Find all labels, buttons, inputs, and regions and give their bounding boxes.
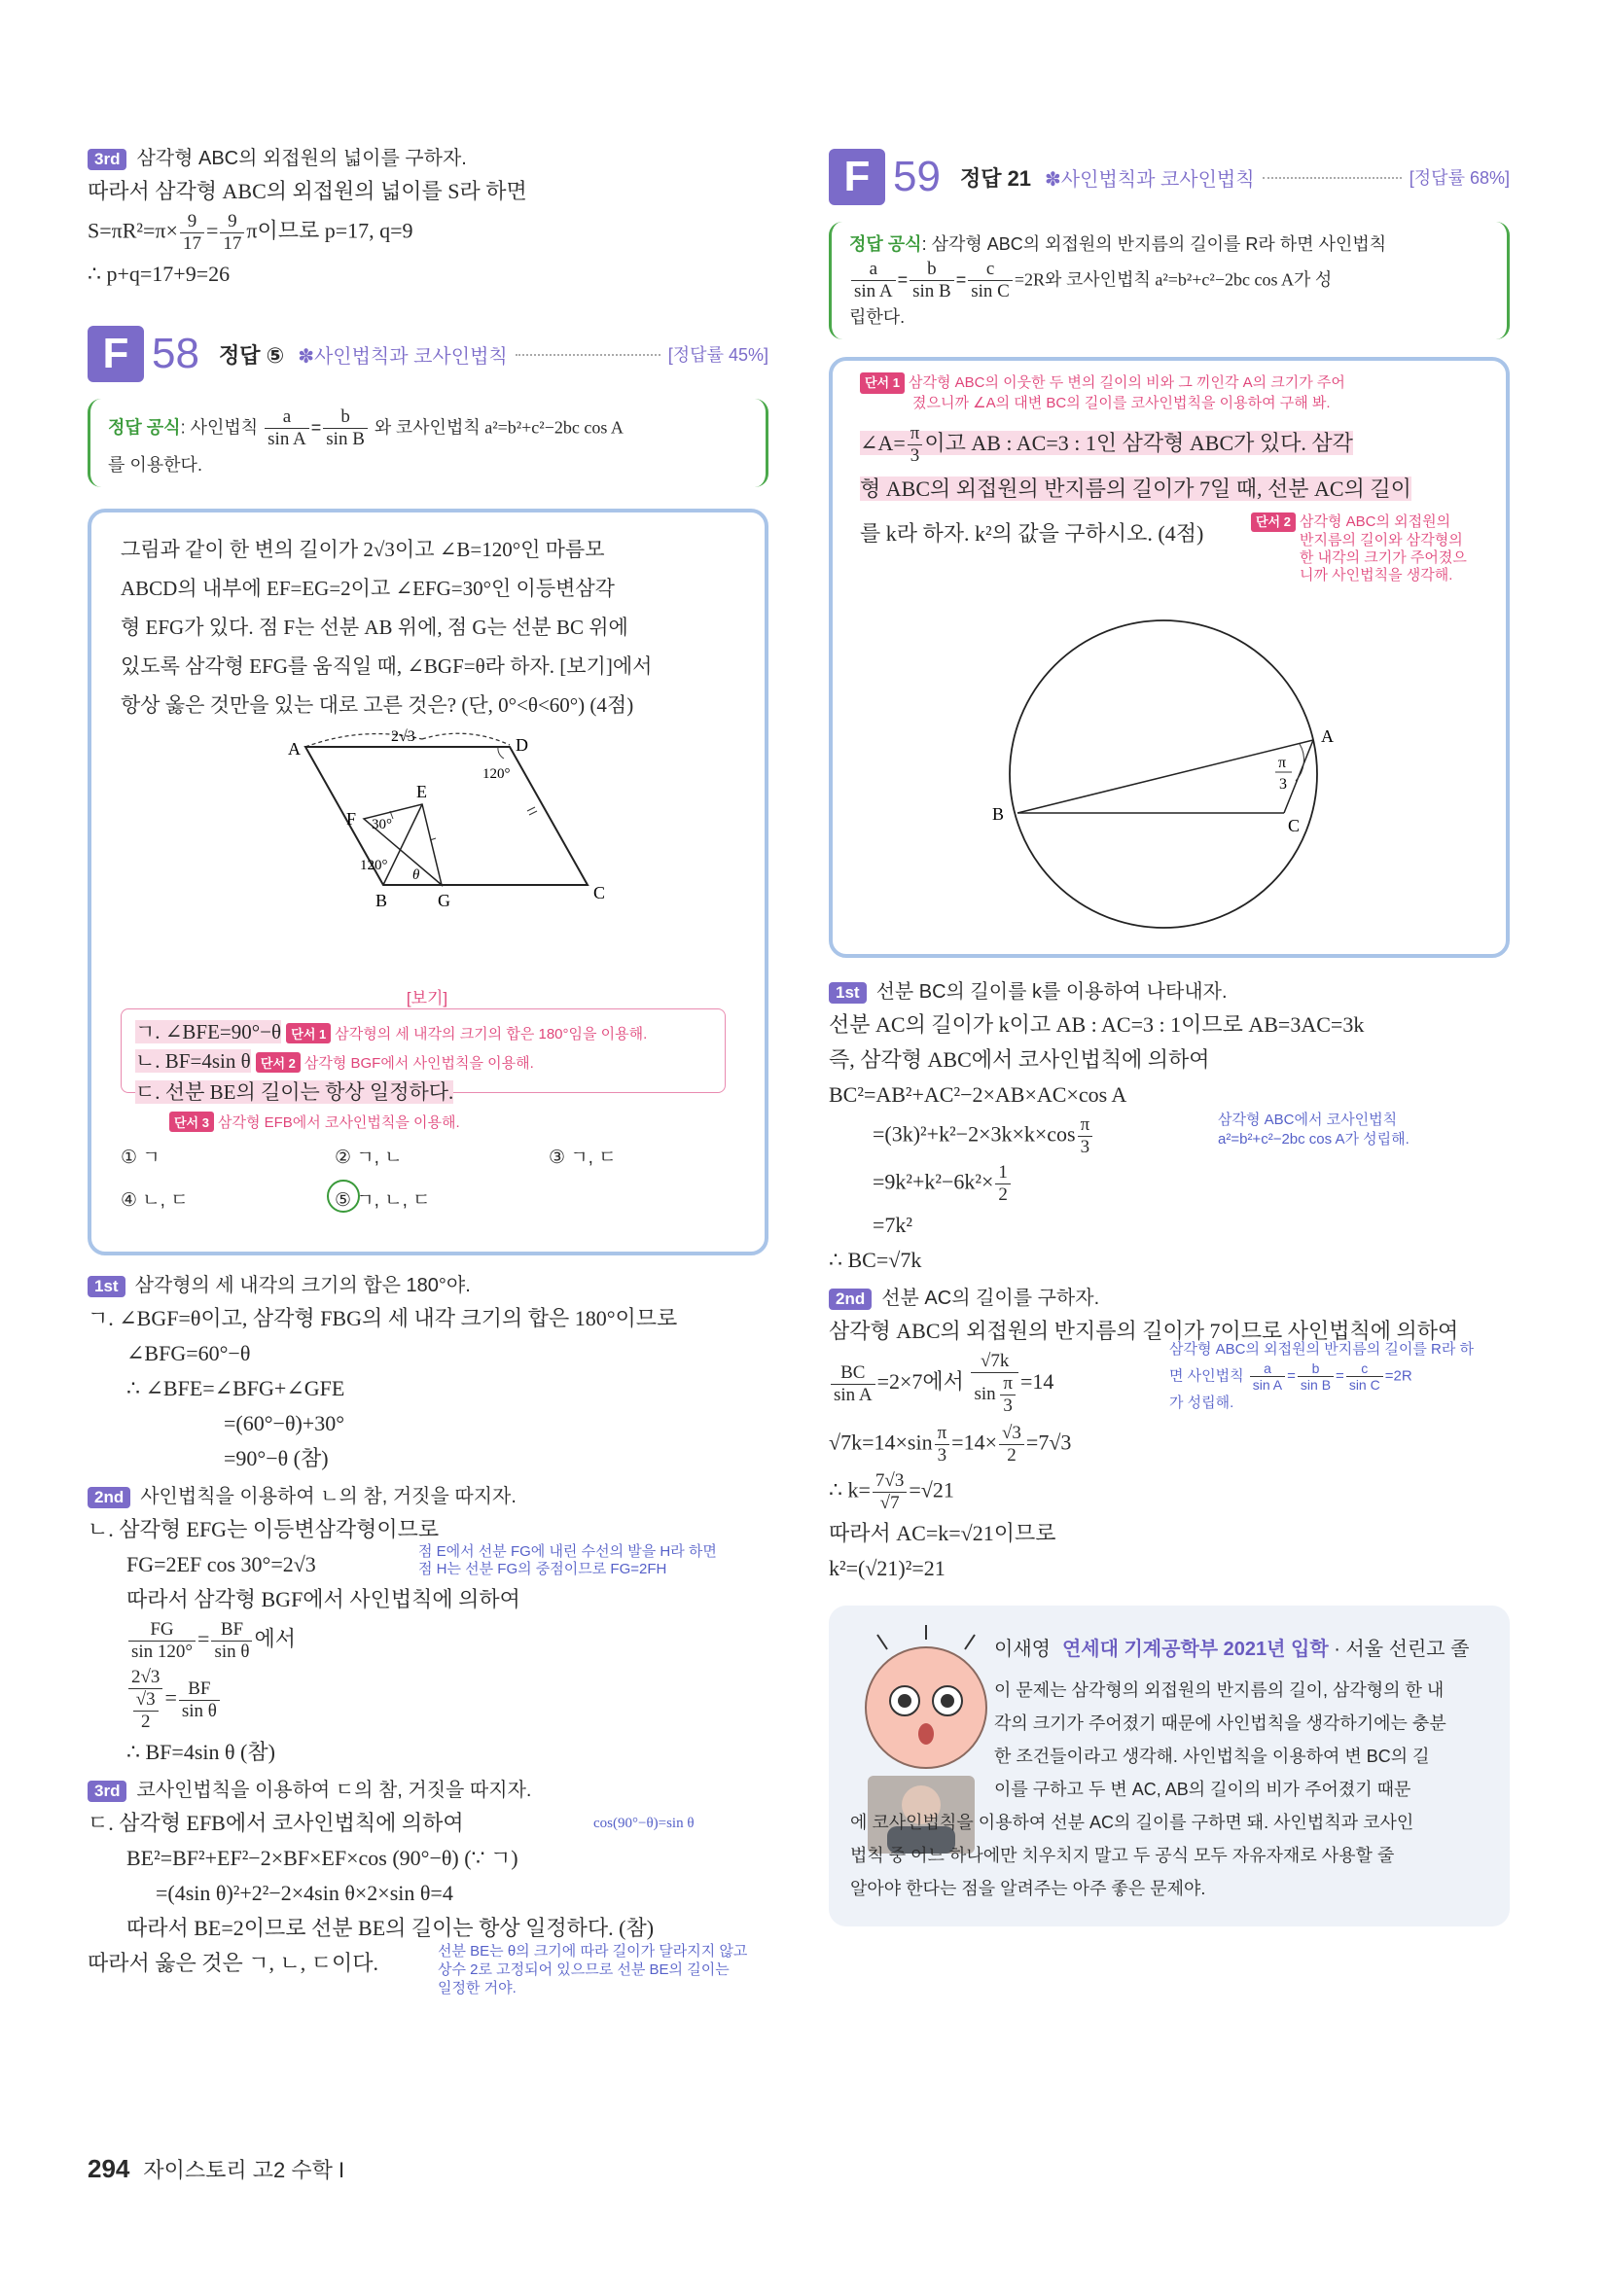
problem-number: 59 xyxy=(893,153,941,200)
solution-line: ∴ BF=4sin θ (참) xyxy=(126,1740,275,1764)
problem-number: 58 xyxy=(152,330,199,377)
bogi-hint-3: 단서 3 삼각형 EFB에서 코사인법칙을 이용해. xyxy=(169,1112,460,1132)
label-C: C xyxy=(1288,816,1301,835)
step-3rd: 3rd 코사인법칙을 이용하여 ㄷ의 참, 거짓을 따지자. xyxy=(88,1774,768,1802)
hint-2: 단서 2 삼각형 ABC의 외접원의 반지름의 길이와 삼각형의 한 내각의 크기가 주어졌으 니까 사인법칙을 생각해. xyxy=(1251,512,1467,584)
label-E: E xyxy=(416,782,427,801)
bogi-item-1: ㄱ. ∠BFE=90°−θ 단서 1 삼각형의 세 내각의 크기의 합은 180°임을 이용해. xyxy=(135,1020,648,1043)
choice-1[interactable]: ① ㄱ xyxy=(121,1148,161,1168)
solution-line: =(4sin θ)²+2²−2×4sin θ×2×sin θ=4 xyxy=(156,1881,453,1905)
label-side: 2√3 xyxy=(391,728,415,745)
choice-2[interactable]: ② ㄱ, ㄴ xyxy=(335,1148,403,1168)
answer: 정답 ⑤ xyxy=(218,342,285,368)
step-3rd-area: 3rd 삼각형 ABC의 외접원의 넓이를 구하자. xyxy=(88,142,768,170)
solution-fraction-line: $\frac{2√3}{\frac{√3}{2}}$ = $\frac{BF}{\text{sin θ}}$ xyxy=(88,1667,768,1733)
solution-line: 따라서 삼각형 BGF에서 사인법칙에 의하여 xyxy=(126,1587,520,1611)
solution-line: 따라서 옳은 것은 ㄱ, ㄴ, ㄷ이다. 선분 BE는 θ의 크기에 따라 길이가 달라지지 않고 상수 2로 고정되어 있으므로 선분 BE의 길이는 일정한 거야. xyxy=(88,1943,748,1996)
label-B: B xyxy=(375,891,388,910)
label-angle-b: 120° xyxy=(360,858,388,873)
solution-line: 즉, 삼각형 ABC에서 코사인법칙에 의하여 xyxy=(829,1047,1210,1072)
page-footer xyxy=(88,2154,344,2184)
area-line: 따라서 삼각형 ABC의 외접원의 넓이를 S라 하면 xyxy=(88,179,527,203)
label-A: A xyxy=(1321,726,1334,746)
problem-59-header xyxy=(829,146,1510,208)
question-line: 그림과 같이 한 변의 길이가 2√3이고 ∠B=120°인 마름모 xyxy=(121,538,605,561)
step-badge: 3rd xyxy=(88,149,126,170)
circle-figure xyxy=(979,614,1348,935)
question-line: 있도록 삼각형 EFG를 움직일 때, ∠BGF=θ라 하자. [보기]에서 xyxy=(121,654,653,678)
hint-1: 단서 1 삼각형 ABC의 이웃한 두 변의 길이의 비와 그 끼인각 A의 크기가 주어 졌으니까 ∠A의 대변 BC의 길이를 코사인법칙을 이용하여 구해 봐. xyxy=(860,372,1345,413)
label-C: C xyxy=(593,883,606,902)
right-column xyxy=(829,146,1510,1926)
label-pi: π xyxy=(1278,755,1287,771)
question-58-box xyxy=(88,509,768,1255)
mascot-icon xyxy=(839,1615,1014,1781)
question-59-box xyxy=(829,357,1510,958)
solution-fraction-line: ∴ k= $\frac{7√3}{√7}$ =√21 xyxy=(829,1470,954,1513)
review-body-top: 이 문제는 삼각형의 외접원의 반지름의 길이, 삼각형의 한 내 각의 크기가 주어졌기 때문에 사인법칙을 생각하기에는 충분 한 조건들이라고 생각해. 사인법칙을 이용하여 변 BC의 길 이를 구하고 두 변 AC, AB의 길이의 비가 주어졌기 때문 xyxy=(994,1680,1446,1799)
solution-line: ∴ BC=√7k xyxy=(829,1248,922,1272)
label-A: A xyxy=(288,739,301,759)
solution-line: FG=2EF cos 30°=2√3 점 E에서 선분 FG에 내린 수선의 발을 H라 하면 점 H는 선분 FG의 중점이므로 FG=2FH xyxy=(126,1543,717,1577)
bogi-item-3: ㄷ. 선분 BE의 길이는 항상 일정하다. xyxy=(135,1080,454,1104)
label-angle-f: 30° xyxy=(372,817,392,832)
selected-answer-circle xyxy=(327,1180,360,1213)
question-line: 형 EFG가 있다. 점 F는 선분 AB 위에, 점 G는 선분 BC 위에 xyxy=(121,616,628,639)
f-badge: F xyxy=(829,149,885,205)
f-badge: F xyxy=(88,326,144,382)
solution-line: 삼각형 ABC의 외접원의 반지름의 길이가 7이므로 사인법칙에 의하여 xyxy=(829,1319,1459,1343)
page-number: 294 xyxy=(88,2154,130,2183)
choice-3[interactable]: ③ ㄱ, ㄷ xyxy=(549,1148,617,1168)
bogi-title: [보기] xyxy=(406,989,448,1007)
correct-rate: [정답률 45%] xyxy=(667,345,768,365)
review-header: 이새영 연세대 기계공학부 2021년 입학 · 서울 선린고 졸 xyxy=(994,1639,1470,1660)
student-review-box xyxy=(829,1606,1510,1926)
label-theta: θ xyxy=(412,867,420,883)
area-equation: S=πR²=π× $\frac{9}{17}$ = $\frac{9}{17}$ π이므로 p=17, q=9 xyxy=(88,211,413,254)
step-1st: 1st 선분 BC의 길이를 k를 이용하여 나타내자. xyxy=(829,975,1510,1004)
question-line: ABCD의 내부에 EF=EG=2이고 ∠EFG=30°인 이등변삼각 xyxy=(121,577,615,600)
label-G: G xyxy=(438,891,450,910)
solution-line: ∴ ∠BFE=∠BFG+∠GFE xyxy=(126,1376,345,1400)
solution-line: 따라서 AC=k=√21이므로 xyxy=(829,1521,1056,1545)
solution-line: ㄴ. 삼각형 EFG는 이등변삼각형이므로 xyxy=(88,1517,440,1541)
solution-line: ∠BFG=60°−θ xyxy=(126,1341,251,1365)
choice-4[interactable]: ④ ㄴ, ㄷ xyxy=(121,1190,189,1211)
solution-line: 선분 AC의 길이가 k이고 AB : AC=3 : 1이므로 AB=3AC=3k xyxy=(829,1012,1365,1037)
solution-line: ㄷ. 삼각형 EFB에서 코사인법칙에 의하여 cos(90°−θ)=sin θ xyxy=(88,1811,695,1835)
solution-line: ㄱ. ∠BGF=θ이고, 삼각형 FBG의 세 내각 크기의 합은 180°이므로 xyxy=(88,1306,678,1330)
left-column xyxy=(88,136,768,1996)
question-59-text: ∠A= $\frac{\pi}{3}$ 이고 AB : AC=3 : 1인 삼각형 ABC가 있다. 삼각 형 ABC의 외접원의 반지름의 길이가 7일 때, 선분 AC의 길이 를 k라 하자. k²의 값을 구하시오. (4점) xyxy=(860,423,1411,547)
solution-line: BC²=AB²+AC²−2×AB×AC×cos A xyxy=(829,1082,1127,1107)
review-body-bottom: 에 코사인법칙을 이용하여 선분 AC의 길이를 구하면 돼. 사인법칙과 코사인 법칙 중 어느 하나에만 치우치지 말고 두 공식 모두 자유자재로 사용할 줄 알아야 한다는 점을 알려주는 아주 좋은 문제야. xyxy=(850,1813,1414,1898)
step-1st: 1st 삼각형의 세 내각의 크기의 합은 180°야. xyxy=(88,1269,768,1297)
answer-formula: 정답 공식: 삼각형 ABC의 외접원의 반지름의 길이를 R라 하면 사인법칙 $\frac{a}{\text{sin A}}$ = $\frac{b}{\text{sin B}}$ = $\frac{c}{\text{sin C}}$ =2R와 코사인법칙 a²=b²+c²−2bc cos A가 성 립한다. xyxy=(829,222,1510,339)
label-F: F xyxy=(346,809,357,829)
correct-rate: [정답률 68%] xyxy=(1409,168,1510,188)
solution-line: =9k²+k²−6k²× $\frac{1}{2}$ xyxy=(829,1162,1510,1206)
topic: ✽사인법칙과 코사인법칙 xyxy=(1045,168,1255,191)
solution-line: k²=(√21)²=21 xyxy=(829,1556,946,1580)
label-angle-d: 120° xyxy=(482,766,511,782)
answer-formula: 정답 공식: 사인법칙 $\frac{a}{\text{sin A}}$ = $\frac{b}{\text{sin B}}$ 와 코사인법칙 a²=b²+c²−2bc cos A 를 이용한다. xyxy=(88,399,768,487)
solution-fraction-line: √7k=14×sin $\frac{\pi}{3}$ =14× $\frac{√3}{2}$ =7√3 xyxy=(829,1423,1072,1466)
solution-line: =(3k)²+k²−2×3k×k×cos $\frac{\pi}{3}$ 삼각형 ABC에서 코사인법칙 a²=b²+c²−2bc cos A가 성립해. xyxy=(873,1112,1410,1157)
label-D: D xyxy=(516,735,528,755)
solution-fraction-line: $\frac{BC}{\text{sin A}}$ =2×7에서 √7k sin $\frac{\pi}{3}$ =14 삼각형 ABC의 외접원의 반지름의 길이를 R라 하 면 사인법칙 $\frac{a}{\text{sin A}}$ = $\frac{b}{\text{sin B}}$ = $\frac{c}{\text{sin C}}$ =2R 가 성립해. xyxy=(829,1351,1510,1419)
choice-5[interactable]: ⑤ ㄱ, ㄴ, ㄷ xyxy=(335,1190,431,1211)
pq-result: ∴ p+q=17+9=26 xyxy=(88,262,231,286)
step-2nd: 2nd 사인법칙을 이용하여 ㄴ의 참, 거짓을 따지자. xyxy=(88,1480,768,1508)
answer: 정답 21 xyxy=(959,165,1032,191)
solution-line: BE²=BF²+EF²−2×BF×EF×cos (90°−θ) (∵ ㄱ) xyxy=(126,1846,518,1870)
question-line: 항상 옳은 것만을 있는 대로 고른 것은? (단, 0°<θ<60°) (4점) xyxy=(121,693,634,717)
label-B: B xyxy=(992,804,1005,824)
book-title: 자이스토리 고2 수학 I xyxy=(143,2158,345,2182)
step-2nd: 2nd 선분 AC의 길이를 구하자. xyxy=(829,1282,1510,1310)
solution-line: =(60°−θ)+30° xyxy=(224,1411,345,1435)
rhombus-figure xyxy=(267,728,606,955)
topic: ✽사인법칙과 코사인법칙 xyxy=(298,345,508,368)
solution-fraction-line: $\frac{FG}{\sin 120^\circ}$ = $\frac{BF}{\text{sin θ}}$ 에서 xyxy=(88,1619,768,1663)
solution-line: 따라서 BE=2이므로 선분 BE의 길이는 항상 일정하다. (참) xyxy=(126,1916,655,1940)
problem-58-header xyxy=(88,323,768,385)
label-three: 3 xyxy=(1279,776,1287,793)
bogi-item-2: ㄴ. BF=4sin θ 단서 2 삼각형 BGF에서 사인법칙을 이용해. xyxy=(135,1049,534,1073)
solution-line: =7k² xyxy=(873,1213,913,1237)
solution-line: =90°−θ (참) xyxy=(224,1446,329,1470)
